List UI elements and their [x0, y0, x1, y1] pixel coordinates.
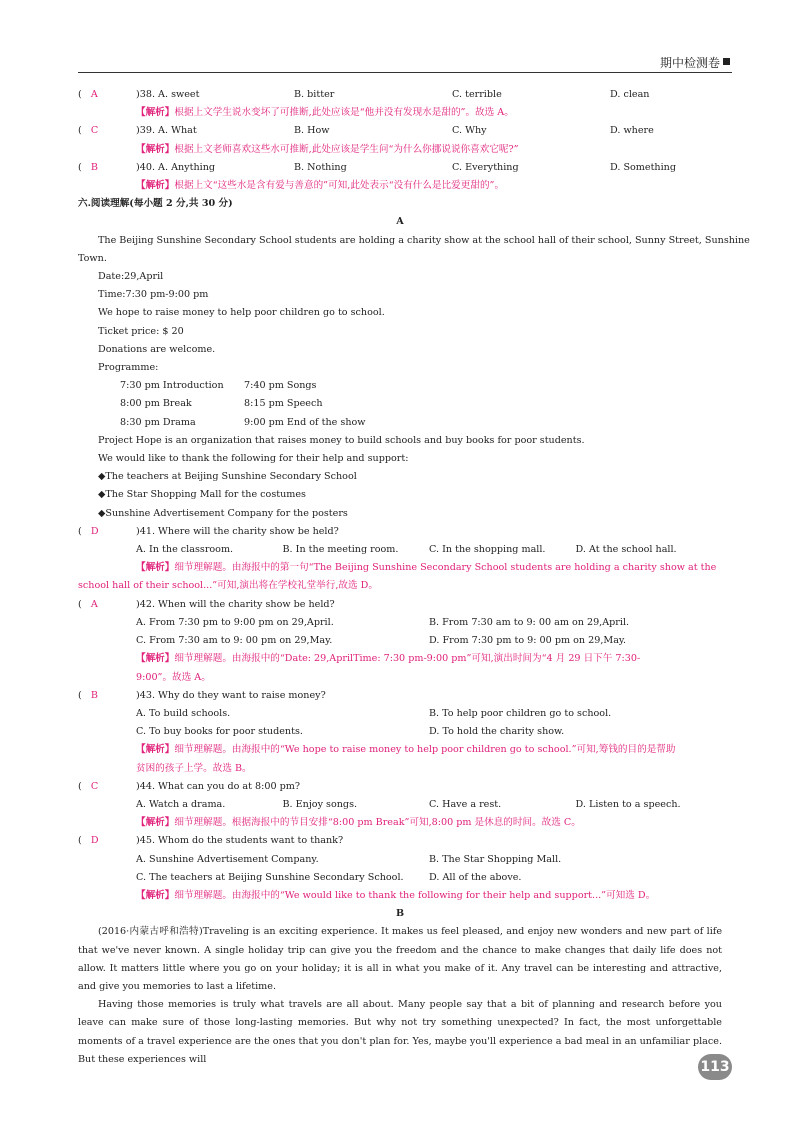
option-b: B. bitter	[294, 89, 335, 100]
answer-letter: A	[90, 89, 98, 100]
question-stem: )41. Where will the charity show be held?	[136, 525, 339, 537]
answer-bracket: ( C	[78, 125, 99, 137]
page-number: 113	[698, 1054, 732, 1080]
question-stem: )44. What can you do at 8:00 pm?	[136, 780, 301, 792]
option-a: A. From 7:30 pm to 9:00 pm on 29,April.	[136, 616, 334, 628]
poster-time: Time:7:30 pm-9:00 pm	[98, 289, 209, 301]
answer-letter: D	[90, 525, 99, 537]
question-40	[78, 159, 722, 177]
option-c: C. terrible	[452, 89, 502, 100]
explanation-text: 细节理解题。根据海报中的节目安排“8:00 pm Break”可知,8:00 pm 是休息的时间。故选 C。	[174, 817, 581, 829]
poster-bullet: ◆The teachers at Beijing Sunshine Secondary School	[98, 471, 357, 483]
question-stem: )45. Whom do the students want to thank?	[136, 835, 344, 847]
option-b: B. Nothing	[294, 161, 347, 173]
passage-b-label: B	[395, 908, 405, 920]
question-43	[78, 687, 722, 705]
options-42	[78, 632, 722, 650]
poster-donations: Donations are welcome.	[98, 343, 216, 355]
header-title: 期中检测卷	[659, 56, 720, 70]
programme-item: 7:40 pm Songs	[244, 380, 317, 392]
options-45	[78, 869, 722, 887]
programme-item: 8:15 pm Speech	[244, 398, 323, 410]
explanation-43	[78, 741, 722, 759]
options-44	[78, 796, 722, 814]
question-39	[78, 122, 722, 140]
question-42	[78, 596, 722, 614]
option-a: A. Sunshine Advertisement Company.	[136, 853, 319, 865]
explanation-text: 根据上文学生说水变坏了可推断,此处应该是“他并没有发现水是甜的”。故选 A。	[174, 107, 514, 119]
answer-bracket: ( D	[78, 835, 99, 847]
programme-item: 8:00 pm Break	[120, 398, 192, 410]
passage-b-paragraph-1: (2016·内蒙古呼和浩特)Traveling is an exciting experience. It makes us feel pleased, and enjoy new wonders and new part of life that we've never known. A single holiday trip can give you the freedom and the chance to make changes that daily life does not allow. It matters little where you go on your holiday; it is all in what you make of it. Any travel can be interesting and attractive, and give you memories to last a lifetime.	[78, 926, 722, 992]
option-d: D. At the school hall.	[575, 544, 677, 556]
option-b: B. Enjoy songs.	[282, 798, 358, 810]
answer-bracket: ( A	[78, 598, 98, 610]
poster-date: Date:29,April	[98, 271, 164, 283]
poster-price: Ticket price: $ 20	[98, 325, 184, 337]
section-title: 六.阅读理解(每小题 2 分,共 30 分)	[78, 198, 233, 210]
question-stem: )43. Why do they want to raise money?	[136, 689, 326, 701]
answer-bracket: ( C	[78, 780, 99, 792]
explanation-42-cont: 9:00”。故选 A。	[136, 671, 211, 683]
option-a: A. In the classroom.	[136, 544, 234, 556]
option-a: A. To build schools.	[136, 707, 231, 719]
explanation-tag: 【解析】	[136, 107, 175, 119]
explanation-tag: 【解析】	[136, 744, 175, 756]
option-a: A. Watch a drama.	[136, 798, 226, 810]
explanation-text: 细节理解题。由海报中的“We hope to raise money to help poor children go to school.”可知,筹钱的目的是帮助	[174, 744, 676, 756]
poster-bullet: ◆The Star Shopping Mall for the costumes	[98, 489, 306, 501]
options-41	[78, 541, 722, 559]
explanation-43-cont: 贫困的孩子上学。故选 B。	[136, 762, 252, 774]
option-c: C. Have a rest.	[429, 798, 502, 810]
programme-row	[78, 377, 722, 395]
options-42	[78, 614, 722, 632]
option-d: D. To hold the charity show.	[429, 726, 565, 738]
explanation-tag: 【解析】	[136, 143, 175, 155]
option-b: B. The Star Shopping Mall.	[429, 853, 562, 865]
programme-item: 9:00 pm End of the show	[244, 416, 366, 428]
option-c: C. From 7:30 am to 9: 00 pm on 29,May.	[136, 635, 333, 647]
answer-bracket: ( B	[78, 161, 98, 173]
options-43	[78, 705, 722, 723]
explanation-40	[78, 177, 722, 195]
option-d: D. Something	[610, 161, 676, 173]
programme-row	[78, 414, 722, 432]
option-d: D. where	[610, 125, 654, 137]
answer-bracket: ( B	[78, 689, 98, 701]
option-b: B. How	[294, 125, 330, 137]
header-square-icon	[723, 58, 730, 65]
option-c: C. To buy books for poor students.	[136, 726, 303, 738]
question-stem: )40. A. Anything	[136, 161, 216, 173]
option-d: D. All of the above.	[429, 871, 522, 883]
passage-a-label: A	[396, 216, 404, 228]
question-stem: )38. A. sweet	[136, 89, 200, 100]
answer-letter: C	[90, 125, 99, 137]
explanation-tag: 【解析】	[136, 653, 175, 665]
poster-hope: We hope to raise money to help poor children go to school.	[98, 307, 385, 319]
explanation-tag: 【解析】	[136, 562, 175, 574]
explanation-text: 细节理解题。由海报中的“We would like to thank the following for their help and support...”可知选 D。	[174, 889, 656, 901]
explanation-41-cont: school hall of their school...”可知,演出将在学校礼堂举行,故选 D。	[78, 580, 378, 592]
answer-letter: C	[90, 780, 99, 792]
passage-b-paragraph-2: Having those memories is truly what travels are all about. Many people say that a bit of planning and research before you leave can make sure of those long-lasting memories. But why not try something unexpected? In fact, the most unforgettable moments of a travel experience are the ones that you don't plan for. Yes, maybe you'll experience a bad meal in an unfamiliar place. But these experiences will	[78, 999, 722, 1065]
answer-letter: A	[90, 598, 98, 610]
option-b: B. To help poor children go to school.	[429, 707, 612, 719]
question-stem: )39. A. What	[136, 125, 197, 137]
answer-letter: B	[90, 161, 98, 173]
question-45	[78, 832, 722, 850]
explanation-text: 细节理解题。由海报中的“Date: 29,AprilTime: 7:30 pm-9:00 pm”可知,演出时间为“4 月 29 日下午 7:30-	[174, 653, 641, 665]
option-d: D. From 7:30 pm to 9: 00 pm on 29,May.	[429, 635, 627, 647]
explanation-42	[78, 650, 722, 668]
programme-row	[78, 395, 722, 413]
explanation-45	[78, 887, 722, 905]
poster-programme: Programme:	[98, 362, 159, 374]
explanation-tag: 【解析】	[136, 180, 175, 192]
explanation-38	[78, 104, 722, 122]
options-45	[78, 851, 722, 869]
header-rule	[78, 72, 732, 73]
option-b: B. From 7:30 am to 9: 00 am on 29,April.	[429, 616, 630, 628]
programme-item: 7:30 pm Introduction	[120, 380, 224, 392]
poster-bullet: ◆Sunshine Advertisement Company for the posters	[98, 507, 348, 519]
question-stem: )42. When will the charity show be held?	[136, 598, 335, 610]
option-c: C. The teachers at Beijing Sunshine Secondary School.	[136, 871, 404, 883]
programme-item: 8:30 pm Drama	[120, 416, 196, 428]
option-b: B. In the meeting room.	[282, 544, 399, 556]
option-c: C. In the shopping mall.	[429, 544, 546, 556]
passage-a-intro: The Beijing Sunshine Secondary School students are holding a charity show at the school hall of their school, Sunny Street, Sunshine	[98, 234, 750, 246]
explanation-tag: 【解析】	[136, 889, 175, 901]
explanation-44	[78, 814, 722, 832]
question-44	[78, 778, 722, 796]
answer-letter: B	[90, 689, 98, 701]
page-header	[0, 50, 800, 74]
answer-bracket: ( D	[78, 525, 99, 537]
poster-thanks: We would like to thank the following for their help and support:	[98, 453, 409, 465]
question-38	[78, 86, 722, 104]
explanation-39	[78, 141, 722, 159]
option-d: D. clean	[610, 89, 650, 100]
explanation-text: 根据上文“这些水是含有爱与善意的”可知,此处表示“没有什么是比爱更甜的”。	[174, 180, 505, 192]
poster-project-hope: Project Hope is an organization that raises money to build schools and buy books for poor students.	[98, 434, 585, 446]
question-41	[78, 523, 722, 541]
options-43	[78, 723, 722, 741]
explanation-text: 根据上文老师喜欢这些水可推断,此处应该是学生问“为什么你挪说说你喜欢它呢?”	[174, 143, 519, 155]
explanation-41	[78, 559, 722, 577]
option-c: C. Why	[452, 125, 487, 137]
explanation-text: 细节理解题。由海报中的第一句“The Beijing Sunshine Secondary School students are holding a charity show at the	[174, 562, 717, 574]
answer-bracket: ( A	[78, 89, 98, 100]
answer-letter: D	[90, 835, 99, 847]
passage-a-intro-cont: Town.	[78, 252, 107, 264]
explanation-tag: 【解析】	[136, 817, 175, 829]
option-d: D. Listen to a speech.	[575, 798, 681, 810]
option-c: C. Everything	[452, 161, 519, 173]
